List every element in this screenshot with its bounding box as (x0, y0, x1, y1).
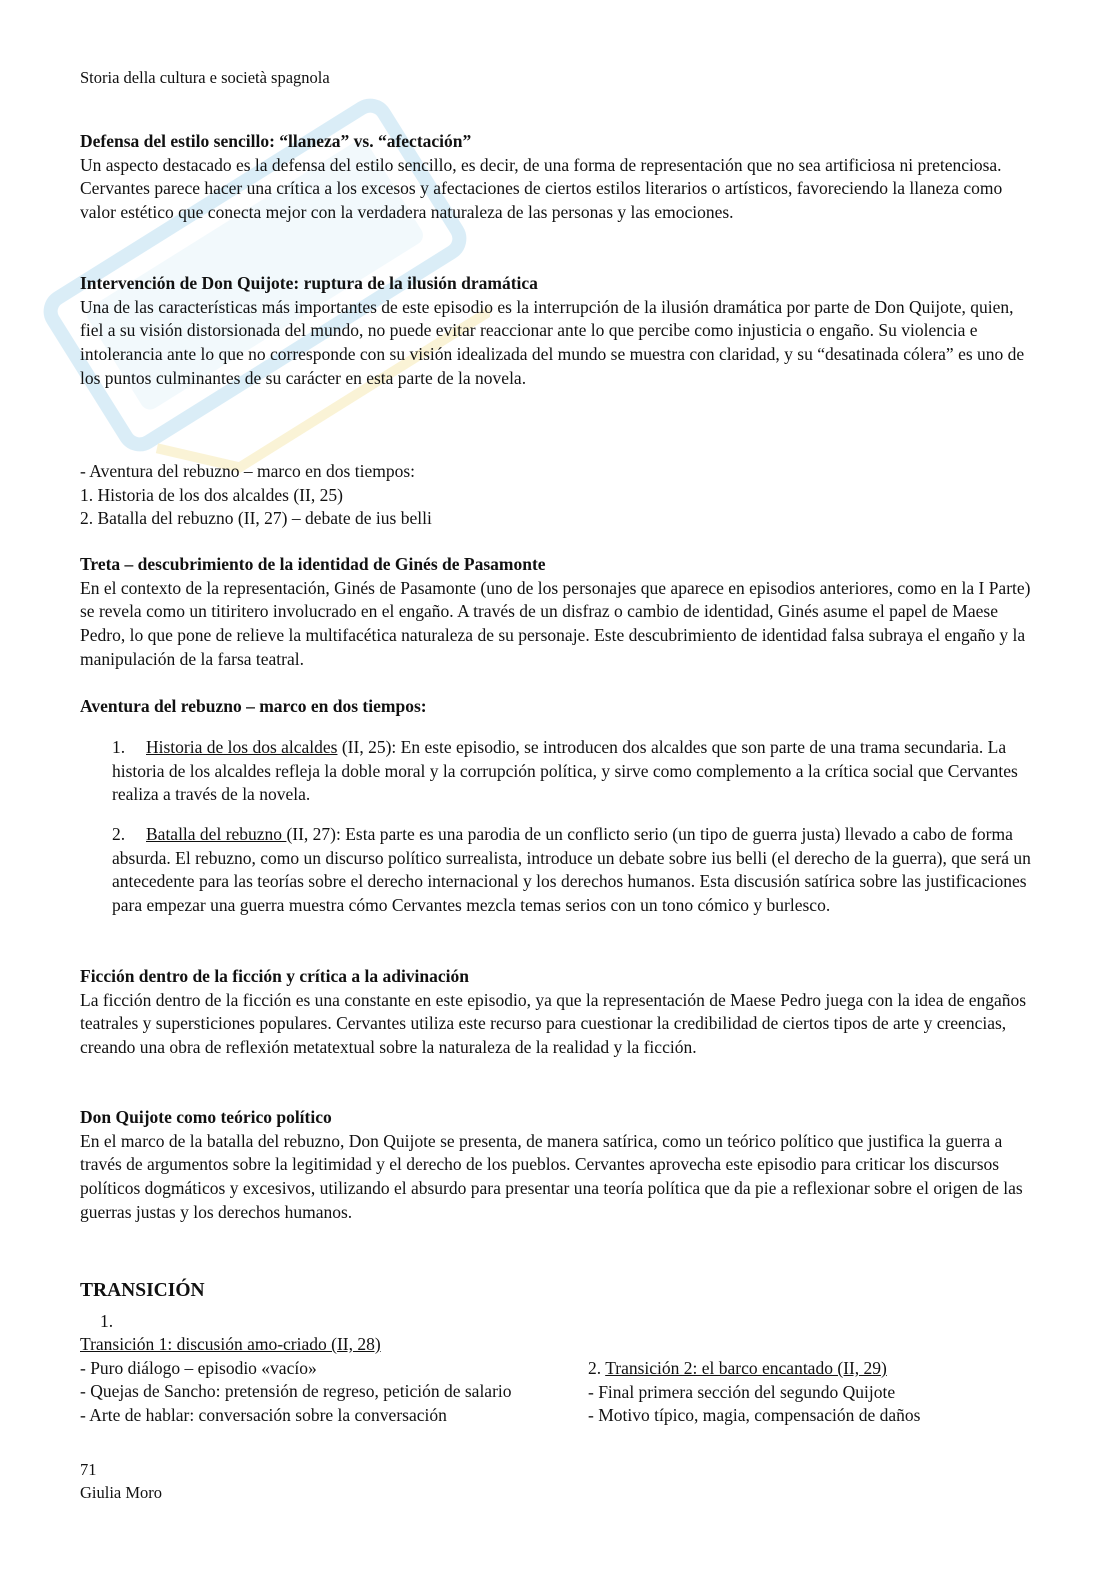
list-number: 2. (112, 824, 126, 844)
section-title: Don Quijote como teórico político (80, 1107, 332, 1127)
section-title: Ficción dentro de la ficción y crítica a la adivinación (80, 966, 470, 986)
notes-rebuzno (80, 460, 1040, 531)
transition-number: 1. (100, 1311, 114, 1331)
section-body: Un aspecto destacado es la defensa del estilo sencillo, es decir, de una forma de representación que no sea artificiosa ni pretenciosa. Cervantes parece hacer una crítica a los excesos y afectaciones de ciertos estilos literarios o artísticos, favoreciendo la llaneza como valor estético que conecta mejor con la verdadera naturaleza de las personas y las emociones. (80, 154, 1003, 223)
transition-1-title[interactable]: Transición 1: discusión amo-criado (II, 28) (80, 1334, 381, 1354)
transition-2-title[interactable]: Transición 2: el barco encantado (II, 29) (605, 1358, 887, 1378)
section-title: Treta – descubrimiento de la identidad de Ginés de Pasamonte (80, 554, 546, 574)
transition-right-column (588, 1357, 1038, 1428)
transition-heading: TRANSICIÓN (80, 1280, 205, 1301)
item-text: (II, 25): En este episodio, se introducen dos alcaldes que son parte de una trama secundaria. La historia de los alcaldes refleja la doble moral y la corrupción política, y sirve como complemento a la crítica social que Cervantes realiza a través de la novela. (112, 737, 1018, 805)
section-treta (80, 553, 1040, 672)
footer-author: Giulia Moro (80, 1483, 163, 1502)
section-body: Una de las características más importantes de este episodio es la interrupción de la ilusión dramática por parte de Don Quijote, quien, fiel a su visión distorsionada del mundo, no puede evitar reaccionar ante lo que percibe como injusticia o engaño. Su violencia e intolerancia ante lo que no corresponde con su visión idealizada del mundo se muestra con claridad, y su “desatinada cólera” es uno de los puntos culminantes de su carácter en esta parte de la novela. (80, 296, 1025, 388)
section-title: Aventura del rebuzno – marco en dos tiempos: (80, 696, 427, 716)
list-number: 1. (112, 737, 126, 757)
section-aventura-heading (80, 695, 1040, 719)
section-title: Intervención de Don Quijote: ruptura de la ilusión dramática (80, 273, 538, 293)
section-body: La ficción dentro de la ficción es una constante en este episodio, ya que la representación de Maese Pedro juega con la idea de engaños teatrales y supersticiones populares. Cervantes utiliza este recurso para cuestionar la credibilidad de ciertos tipos de arte y creencias, creando una obra de reflexión metatextual sobre la naturaleza de la realidad y la ficción. (80, 989, 1027, 1058)
section-ficcion (80, 965, 1040, 1060)
section-body: En el marco de la batalla del rebuzno, Don Quijote se presenta, de manera satírica, como un teórico político que justifica la guerra a través de argumentos sobre la legitimidad y el derecho de los pueblos. Cervantes aprovecha este episodio para criticar los discursos políticos dogmáticos y excesivos, utilizando el absurdo para presentar una teoría política que da pie a reflexionar sobre el origen de las guerras justas y los derechos humanos. (80, 1130, 1023, 1222)
section-llaneza (80, 130, 1040, 225)
item-link[interactable]: Batalla del rebuzno (146, 824, 287, 844)
section-title: Defensa del estilo sencillo: “llaneza” vs. “afectación” (80, 131, 472, 151)
transition-line: - Final primera sección del segundo Quijote (588, 1381, 896, 1402)
transition-line: - Arte de hablar: conversación sobre la conversación (80, 1405, 447, 1426)
transition-left-column (80, 1333, 520, 1428)
section-ilusion (80, 272, 1040, 391)
transition-line: - Puro diálogo – episodio «vacío» (80, 1357, 317, 1378)
note-line: - Aventura del rebuzno – marco en dos tiempos: (80, 461, 415, 481)
list-item (112, 736, 1042, 807)
note-line: 2. Batalla del rebuzno (II, 27) – debate de ius belli (80, 508, 432, 529)
section-teorico (80, 1106, 1040, 1225)
item-link[interactable]: Historia de los dos alcaldes (146, 737, 338, 757)
transition-line: - Quejas de Sancho: pretensión de regreso, petición de salario (80, 1381, 512, 1402)
transition-2-number: 2. (588, 1358, 606, 1378)
transition-line: - Motivo típico, magia, compensación de daños (588, 1405, 921, 1426)
page-number: 71 (80, 1460, 97, 1479)
note-line: 1. Historia de los dos alcaldes (II, 25) (80, 484, 343, 505)
item-text: (II, 27): Esta parte es una parodia de un conflicto serio (un tipo de guerra justa) llevado a cabo de forma absurda. El rebuzno, como un discurso político surrealista, introduce un debate sobre ius belli (el derecho de la guerra), que será un antecedente para las teorías sobre el derecho internacional y los derechos humanos. Esta discusión satírica sobre las justificaciones para empezar una guerra muestra cómo Cervantes mezcla temas serios con un tono cómico y burlesco. (112, 824, 1031, 916)
section-body: En el contexto de la representación, Ginés de Pasamonte (uno de los personajes que aparece en episodios anteriores, como en la I Parte) se revela como un titiritero involucrado en el engaño. A través de un disfraz o cambio de identidad, Ginés asume el papel de Maese Pedro, lo que pone de relieve la multifacética naturaleza de su personaje. Este descubrimiento de identidad falsa subraya el engaño y la manipulación de la farsa teatral. (80, 577, 1031, 669)
page-header: Storia della cultura e società spagnola (80, 68, 330, 87)
list-item (112, 823, 1042, 918)
